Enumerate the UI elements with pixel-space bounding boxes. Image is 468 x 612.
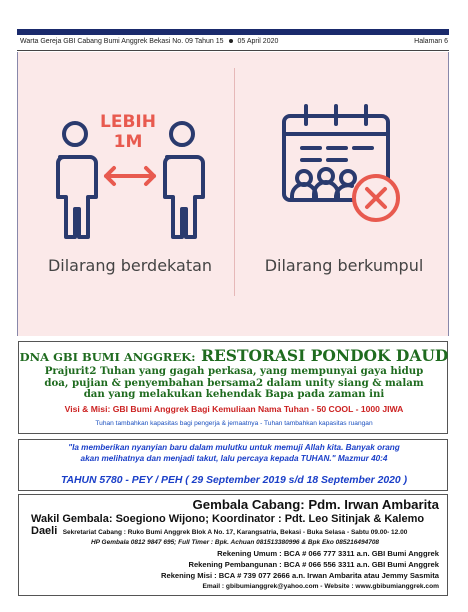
- header-date: 05 April 2020: [237, 38, 279, 45]
- year-theme: TAHUN 5780 - PEY / PEH ( 29 September 2019 s/d 18 September 2020 ): [60, 475, 408, 486]
- visi-misi: Visi & Misi: GBI Bumi Anggrek Bagi Kemuliaan Nama Tuhan - 50 COOL - 1000 JIWA: [64, 404, 404, 414]
- contact-box: [18, 494, 448, 596]
- header-divider: [17, 50, 449, 51]
- no-gathering-icon: [278, 100, 408, 235]
- caption-no-gathering: Dilarang berkumpul: [264, 256, 424, 275]
- capacity-note: Tuhan tambahkan kapasitas bagi pengerja & jemaatnya - Tuhan tambahkan kapasitas ruangan: [95, 420, 373, 427]
- wakil-gembala: Wakil Gembala: Soegiono Wijono; Koordinator : Pdt. Leo Sitinjak & Kalemo Daeli: [31, 513, 425, 537]
- distance-label: LEBIH 1M: [100, 112, 156, 152]
- gembala-cabang: Gembala Cabang: Pdm. Irwan Ambarita: [192, 497, 439, 512]
- restorasi-body: Prajurit2 Tuhan yang gagah perkasa, yang mempunyai gaya hidup doa, pujian & penyembahan bersama2 dalam unity siang & malam dan yang melakukan kehendak Bapa pada zaman ini: [44, 365, 424, 400]
- rekening-misi: Rekening Misi : BCA # 739 077 2666 a.n. Irwan Ambarita atau Jemmy Sasmita: [161, 571, 439, 580]
- rekening-pembangunan: Rekening Pembangunan : BCA # 066 556 3311 a.n. GBI Bumi Anggrek: [188, 560, 439, 569]
- header-publication: Warta Gereja GBI Cabang Bumi Anggrek Bekasi No. 09 Tahun 15: [20, 38, 224, 45]
- top-accent-bar: [17, 29, 449, 35]
- poster-divider: [234, 68, 235, 296]
- page-number: Halaman 6: [414, 38, 448, 45]
- caption-no-close-contact: Dilarang berdekatan: [47, 256, 213, 275]
- verse-text: "Ia memberikan nyanyian baru dalam mulutku untuk memuji Allah kita. Banyak orang akan melihatnya dan menjadi takut, lalu percaya kepada TUHAN." Mazmur 40:4: [68, 443, 400, 463]
- restorasi-title: DNA GBI BUMI ANGGREK: RESTORASI PONDOK DAUD: [19, 346, 449, 365]
- restorasi-box: [18, 341, 448, 434]
- rekening-umum: Rekening Umum : BCA # 066 777 3311 a.n. GBI Bumi Anggrek: [217, 549, 439, 558]
- verse-box: [18, 439, 448, 491]
- phone-contacts: HP Gembala 0812 9847 695; Full Timer : Bpk. Achuan 081513380996 & Bpk Eko 085216494708: [90, 539, 380, 546]
- email-website: Email : gbibumianggrek@yahoo.com - Website : www.gbibumianggrek.com: [202, 583, 439, 590]
- bullet-dot-icon: [229, 39, 233, 43]
- page-header: [20, 38, 448, 50]
- sekretariat: Sekretariat Cabang : Ruko Bumi Anggrek Blok A No. 17, Karangsatria, Bekasi - Buka Selasa - Sabtu 09.00- 12.00: [62, 529, 408, 536]
